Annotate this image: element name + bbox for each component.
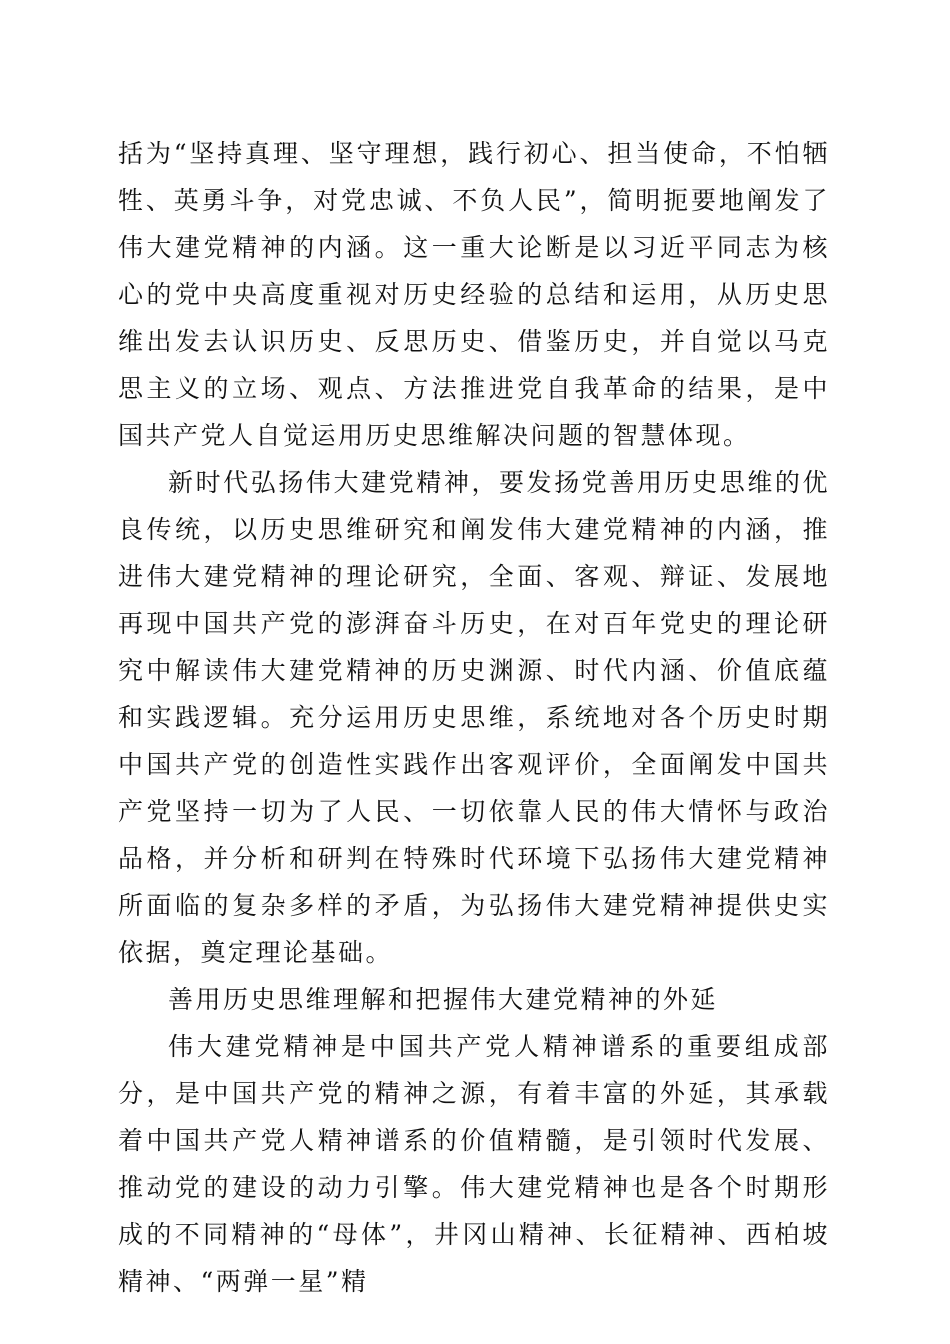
- paragraph-historical-thinking: 新时代弘扬伟大建党精神，要发扬党善用历史思维的优良传统，以历史思维研究和阐发伟大建党精神的内涵，推进伟大建党精神的理论研究，全面、客观、辩证、发展地再现中国共产党的澎湃奋斗历史，在对百年党史的理论研究中解读伟大建党精神的历史渊源、时代内涵、价值底蕴和实践逻辑。充分运用历史思维，系统地对各个历史时期中国共产党的创造性实践作出客观评价，全面阐发中国共产党坚持一切为了人民、一切依靠人民的伟大情怀与政治品格，并分析和研判在特殊时代环境下弘扬伟大建党精神所面临的复杂多样的矛盾，为弘扬伟大建党精神提供史实依据，奠定理论基础。: [118, 468, 830, 967]
- paragraph-continuation: 括为“坚持真理、坚守理想，践行初心、担当使命，不怕牺牲、英勇斗争，对党忠诚、不负人民”，简明扼要地阐发了伟大建党精神的内涵。这一重大论断是以习近平同志为核心的党中央高度重视对历史经验的总结和运用，从历史思维出发去认识历史、反思历史、借鉴历史，并自觉以马克思主义的立场、观点、方法推进党自我革命的结果，是中国共产党人自觉运用历史思维解决问题的智慧体现。: [118, 139, 830, 450]
- document-body: [118, 130, 830, 1305]
- paragraph-spirit-extension: 伟大建党精神是中国共产党人精神谱系的重要组成部分，是中国共产党的精神之源，有着丰富的外延，其承载着中国共产党人精神谱系的价值精髓，是引领时代发展、推动党的建设的动力引擎。伟大建党精神也是各个时期形成的不同精神的“母体”，井冈山精神、长征精神、西柏坡精神、“两弹一星”精: [118, 1032, 830, 1296]
- section-heading: 善用历史思维理解和把握伟大建党精神的外延: [168, 985, 719, 1014]
